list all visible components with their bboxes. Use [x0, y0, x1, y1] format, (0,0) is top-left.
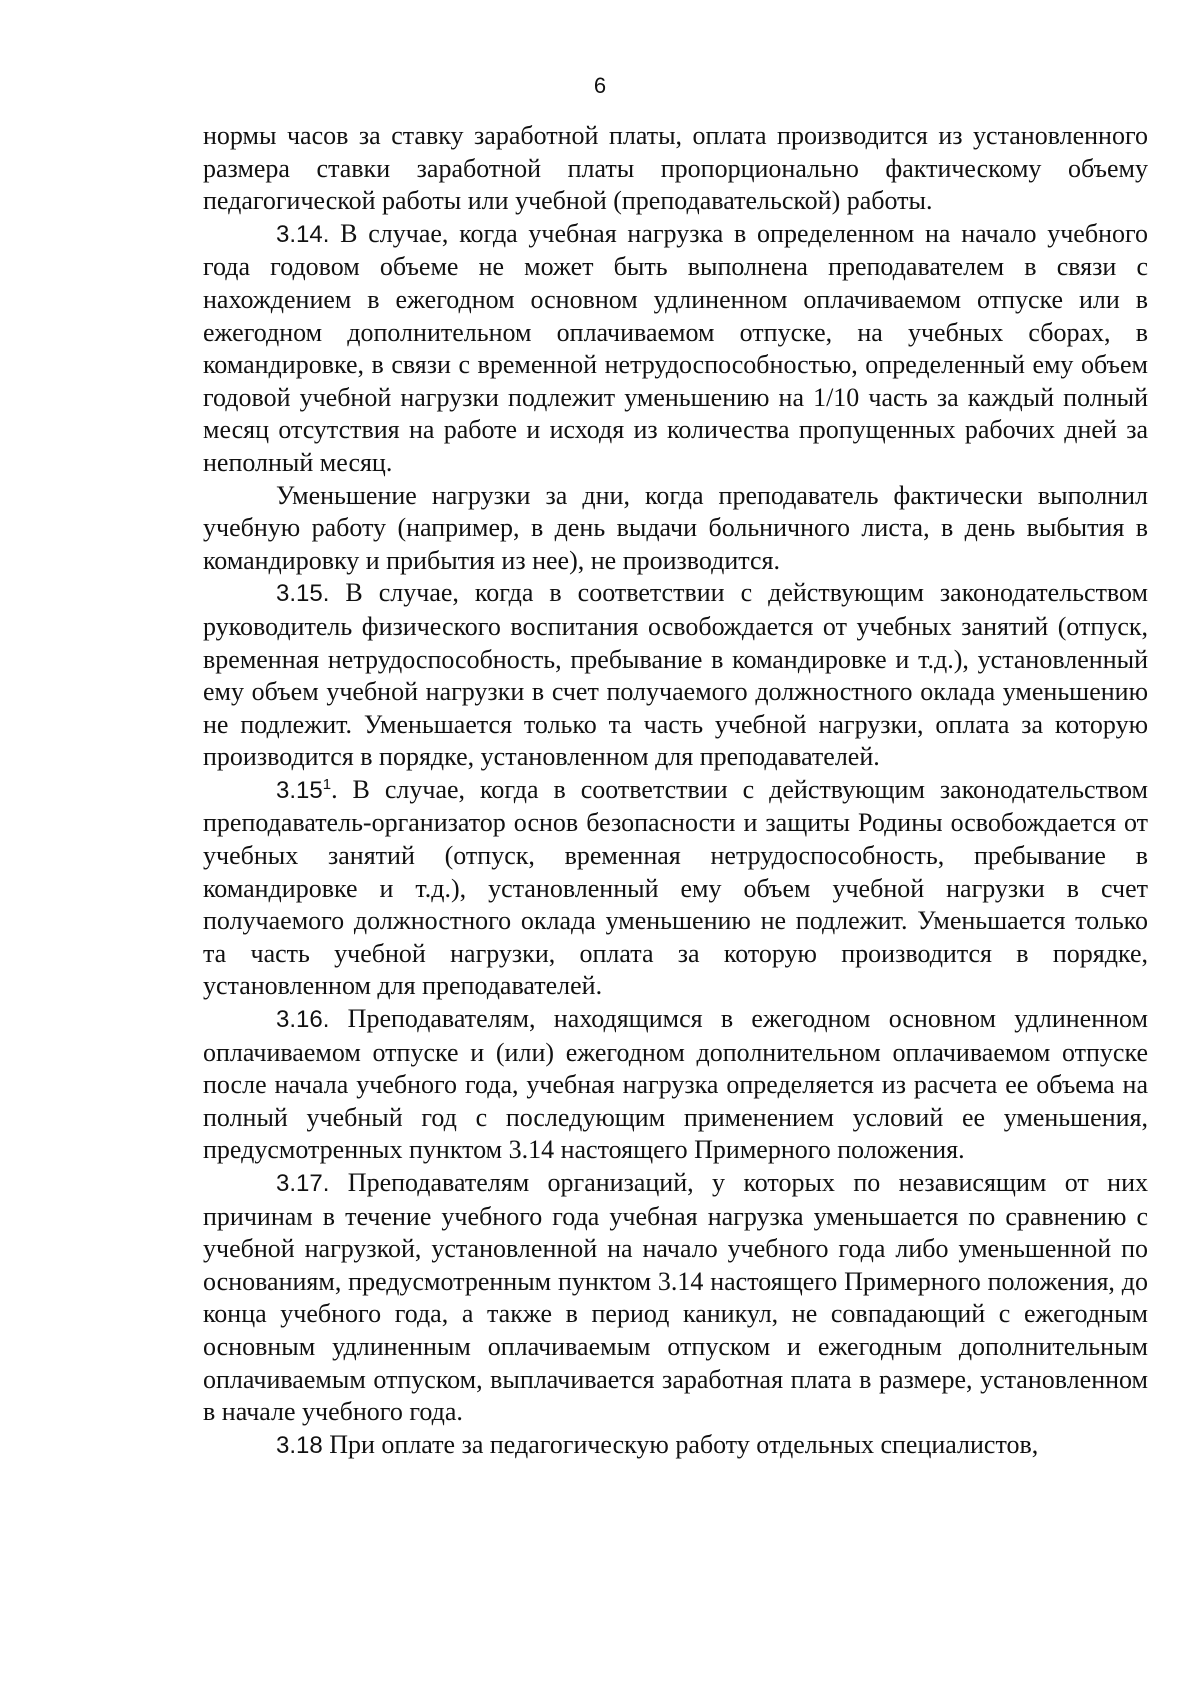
clause-number-superscript: 1: [322, 775, 332, 793]
paragraph-3-17: [203, 1167, 1148, 1429]
paragraph-3-18: [203, 1429, 1148, 1463]
paragraph-continuation: [203, 120, 1148, 218]
paragraph-3-14: [203, 218, 1148, 480]
paragraph-3-16: [203, 1003, 1148, 1167]
paragraph-text: Преподавателям организаций, у которых по независящим от них причинам в течение учебного года учебная нагрузка уменьшается по сравнению с учебной нагрузкой, установленной на начало учебного года либо уменьшенной по основаниям, предусмотренным пунктом 3.14 настоящего Примерного положения, до конца учебного года, а также в период каникул, не совпадающий с ежегодным основным удлиненным оплачиваемым отпуском и ежегодным дополнительным оплачиваемым отпуском, выплачивается заработная плата в размере, установленном в начале учебного года.: [203, 1168, 1148, 1427]
page-number: 6: [593, 73, 607, 98]
clause-number: 3.16.: [276, 1006, 330, 1034]
paragraph-3-15-1: [203, 774, 1148, 1003]
paragraph-text: . В случае, когда в соответствии с действующим законодательством преподаватель-организатор основ безопасности и защиты Родины освобождается от учебных занятий (отпуск, временная нетрудоспособность, пребывание в командировке и т.д.), установленный ему объем учебной нагрузки в счет получаемого должностного оклада уменьшению не подлежит. Уменьшается только та часть учебной нагрузки, оплата за которую производится в порядке, установленном для преподавателей.: [203, 774, 1148, 1001]
clause-number: 3.17.: [276, 1170, 330, 1197]
paragraph-text: Уменьшение нагрузки за дни, когда преподаватель фактически выполнил учебную работу (например, в день выдачи больничного листа, в день выбытия в командировку и прибытия из нее), не производится.: [203, 480, 1148, 575]
clause-number: 3.15.: [276, 580, 330, 608]
paragraph-text: нормы часов за ставку заработной платы, оплата производится из установленного размера ставки заработной платы пропорционально фактическому объему педагогической работы или учебной (преподавательской) работы.: [203, 121, 1148, 216]
document-body: [203, 120, 1148, 1462]
paragraph-text: Преподавателям, находящимся в ежегодном основном удлиненном оплачиваемом отпуске и (или) ежегодном дополнительном оплачиваемом отпуске после начала учебного года, учебная нагрузка определяется из расчета ее объема на полный учебный год с последующим применением условий ее уменьшения, предусмотренных пунктом 3.14 настоящего Примерного положения.: [203, 1004, 1148, 1165]
paragraph-text: В случае, когда в соответствии с действующим законодательством руководитель физического воспитания освобождается от учебных занятий (отпуск, временная нетрудоспособность, пребывание в командировке и т.д.), установленный ему объем учебной нагрузки в счет получаемого должностного оклада уменьшению не подлежит. Уменьшается только та часть учебной нагрузки, оплата за которую производится в порядке, установленном для преподавателей.: [203, 578, 1148, 772]
clause-number: 3.18: [276, 1431, 323, 1459]
paragraph-text: При оплате за педагогическую работу отдельных специалистов,: [322, 1429, 1039, 1459]
paragraph-3-15: [203, 577, 1148, 774]
clause-number-base: 3.15: [276, 776, 323, 804]
paragraph-3-14-note: [203, 480, 1148, 578]
paragraph-text: В случае, когда учебная нагрузка в определенном на начало учебного года годовом объеме не может быть выполнена преподавателем в связи с нахождением в ежегодном основном удлиненном оплачиваемом отпуске или в ежегодном дополнительном оплачиваемом отпуске, на учебных сборах, в командировке, в связи с временной нетрудоспособностью, определенный ему объем годовой учебной нагрузки подлежит уменьшению на 1/10 часть за каждый полный месяц отсутствия на работе и исходя из количества пропущенных рабочих дней за неполный месяц.: [203, 218, 1148, 477]
clause-number: 3.14.: [276, 220, 330, 248]
clause-number: [276, 777, 331, 804]
